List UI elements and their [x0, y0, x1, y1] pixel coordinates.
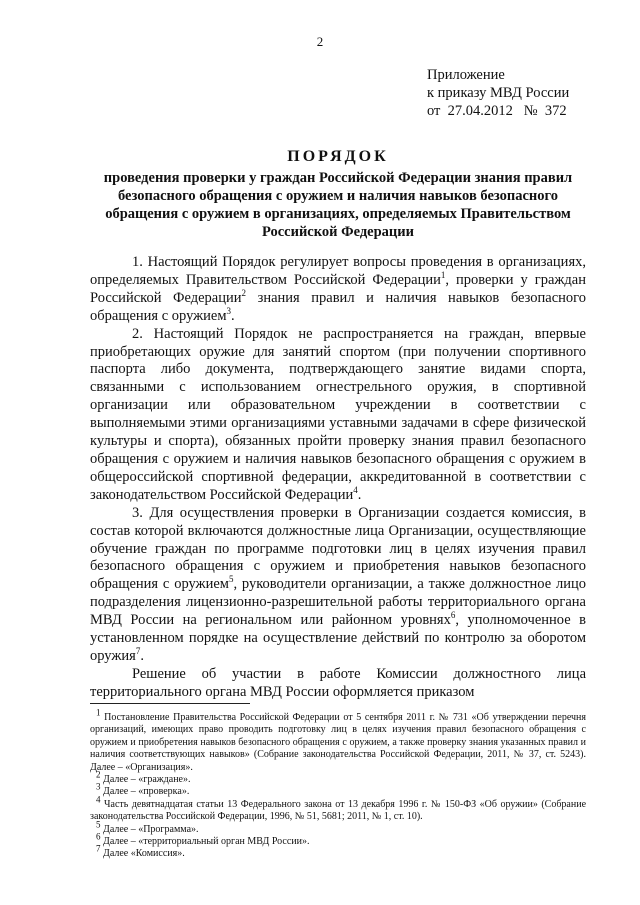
footnote-7-mark: 7 — [96, 844, 101, 855]
footnote-1-text: Постановление Правительства Российской Федерации от 5 сентября 2011 г. № 731 «Об утверждении перечня организаций, имеющих право проводить подготовку лиц в целях изучения правил безопасного обращения с оружием и приобретения навыков безопасного обращения с оружием, а также проверку знания указанных правил и наличия соответствующих навыков» (Собрание законодательства Российской Федерации, 2011, № 37, ст. 5243). Далее – «Организация». — [90, 712, 587, 773]
appendix-line-1: Приложение — [427, 67, 505, 83]
paragraph-3-text-a: 3. Для осуществления проверки в Организации создается комиссия, в состав которой включаются должностные лица Организации, осуществляющие обучение граждан по программе подготовки лиц в целях изучения правил безопасного обращения с оружием и приобретения навыков безопасного обращения с оружием — [90, 504, 586, 593]
paragraph-1 — [90, 254, 586, 326]
footnote-5-mark: 5 — [96, 819, 101, 830]
paragraph-3-text-b: , руководители организации, а также должностное лицо подразделения лицензионно-разрешительной работы территориального органа МВД России на региональном или районном уровнях — [90, 576, 587, 629]
document-body — [90, 254, 586, 702]
footnote-7-text: Далее «Комиссия». — [103, 848, 185, 860]
footnote-1-mark: 1 — [96, 707, 101, 718]
paragraph-1-text-c: знания правил и наличия навыков безопасного обращения с оружием — [90, 289, 586, 324]
footnote-2 — [90, 769, 586, 786]
footnote-3 — [90, 782, 586, 798]
paragraph-3 — [90, 505, 586, 666]
footnote-1 — [90, 707, 587, 774]
paragraph-4: Решение об участии в работе Комиссии должностного лица территориального органа МВД России оформляется приказом — [90, 665, 586, 700]
title-block — [90, 148, 586, 241]
paragraph-1-text-b: , проверки у граждан Российской Федерации — [90, 271, 586, 306]
footnote-4-text: Часть девятнадцатая статьи 13 Федерального закона от 13 декабря 1996 г. № 150-ФЗ «Об оружии» (Собрание законодательства Российской Федерации, 1996, № 51, 5681; 2011, № 1, ст. 10). — [90, 798, 587, 823]
paragraph-1-text-a: 1. Настоящий Порядок регулирует вопросы проведения в организациях, определяемых Правительством Российской Федерации — [90, 254, 586, 288]
footnote-5 — [90, 819, 586, 836]
footnote-3-mark: 3 — [96, 782, 101, 793]
appendix-header — [427, 66, 569, 120]
footnote-separator — [90, 703, 250, 704]
footnote-3-text: Далее – «проверка». — [103, 786, 190, 798]
paragraph-1-text-d: . — [231, 307, 235, 324]
footnote-mark-3: 3 — [226, 305, 232, 316]
footnotes — [90, 707, 587, 861]
footnote-2-mark: 2 — [96, 769, 101, 780]
document-subtitle: проведения проверки у граждан Российской Федерации знания правил безопасного обращения с оружием и наличия навыков безопасного обращения с оружием в организациях, определяемых Правительством Российской Федерации — [103, 170, 573, 240]
appendix-line-3: от 27.04.2012 № 372 — [427, 103, 567, 119]
footnote-6-text: Далее – «территориальный орган МВД России». — [103, 836, 310, 848]
paragraph-3-text-c: , уполномоченное в установленном порядке на осуществление действий по контролю за оборотом оружия — [90, 612, 586, 664]
paragraph-2-text-b: . — [357, 486, 362, 503]
footnote-5-text: Далее – «Программа». — [103, 823, 199, 835]
document-title: ПОРЯДОК — [287, 148, 389, 165]
footnote-4 — [90, 794, 587, 824]
footnote-4-mark: 4 — [96, 794, 101, 805]
footnote-mark-1: 1 — [440, 270, 446, 281]
appendix-line-2: к приказу МВД России — [427, 85, 570, 101]
footnote-2-text: Далее – «граждане». — [103, 774, 191, 786]
footnote-mark-2: 2 — [241, 287, 247, 298]
footnote-mark-7: 7 — [135, 646, 141, 657]
footnote-mark-6: 6 — [450, 610, 456, 621]
paragraph-3-text-d: . — [140, 647, 144, 664]
footnote-6-mark: 6 — [96, 831, 101, 842]
page-number: 2 — [316, 34, 324, 49]
footnote-mark-5: 5 — [228, 574, 234, 585]
paragraph-2-text-a: 2. Настоящий Порядок не распространяется на граждан, впервые приобретающих оружие для занятий спортом (при получении спортивного паспорта либо документа, подтверждающего занятие видами спорта, связанными с использованием огнестрельного оружия, в спортивной организации или образовательном учреждении в соответствии с выполняемыми этими организациями уставными задачами в сфере физической культуры и спорта), обязанных пройти проверку знания правил безопасного обращения с оружием и наличия навыков безопасного обращения с оружием в общероссийской спортивной федерации, аккредитованной в соответствии с законодательством Российской Федерации — [90, 325, 586, 503]
paragraph-2 — [90, 326, 586, 505]
footnote-6 — [90, 831, 586, 848]
footnote-mark-4: 4 — [353, 484, 358, 495]
footnote-7 — [90, 844, 586, 860]
